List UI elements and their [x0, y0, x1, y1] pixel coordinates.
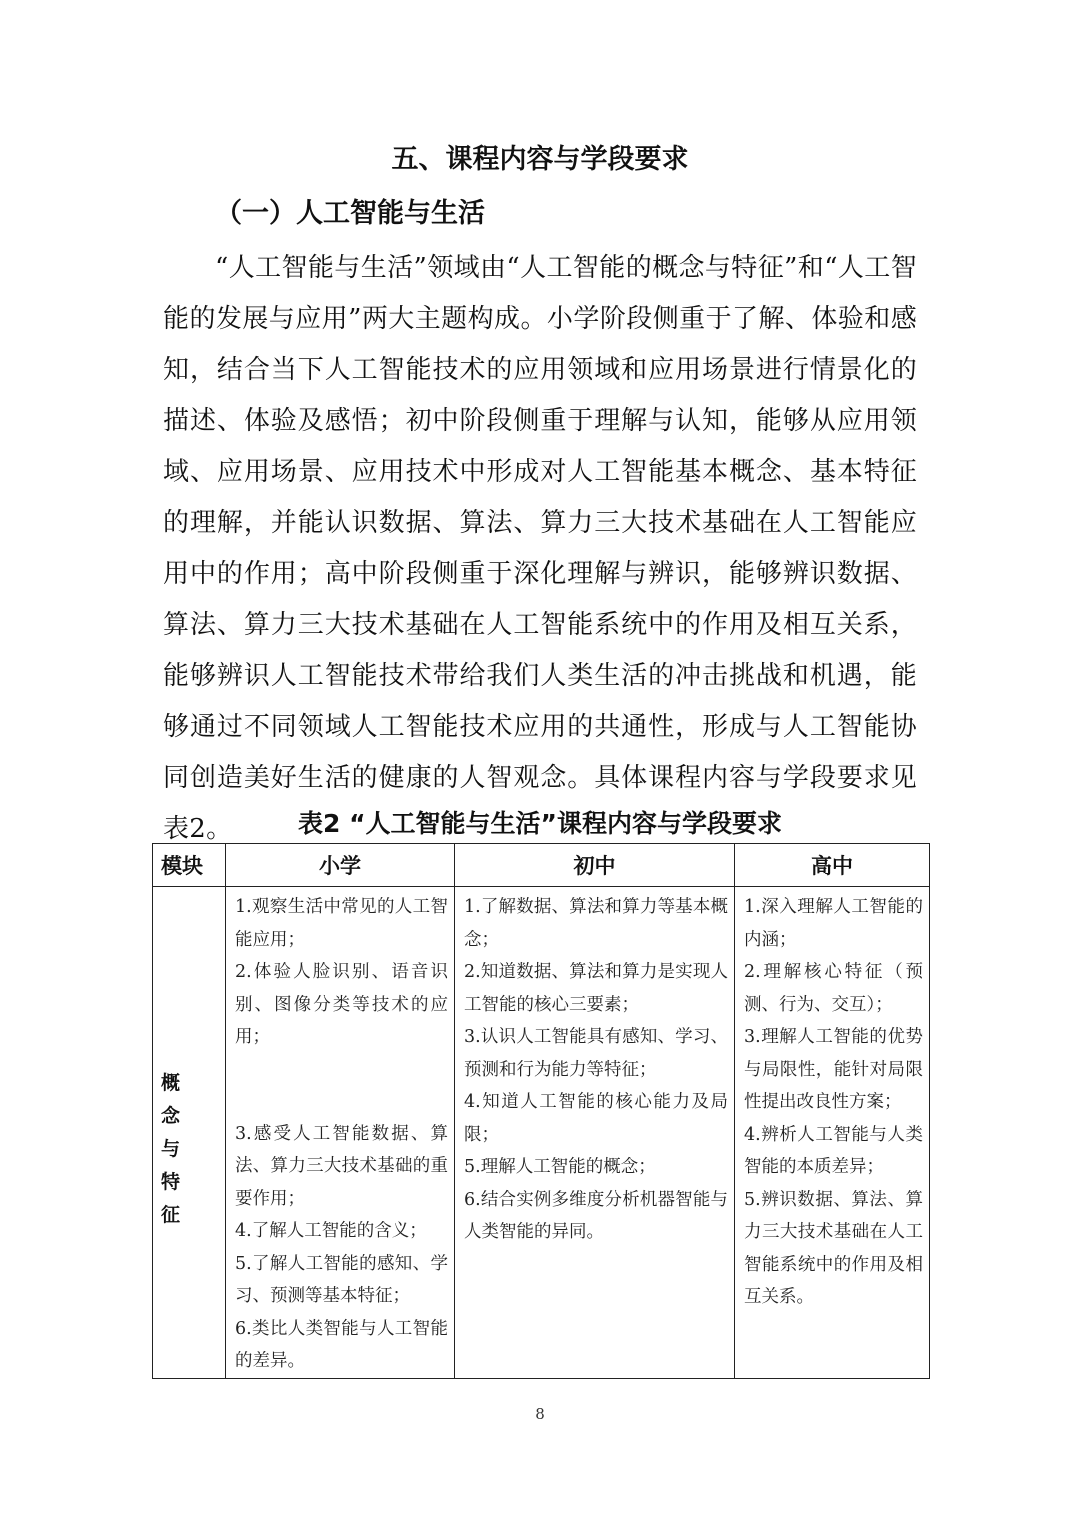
- module-cell: [153, 887, 226, 1379]
- list-item: 4.知道人工智能的核心能力及局限；: [464, 1092, 728, 1145]
- primary-cell: [226, 887, 455, 1379]
- header-primary: 小学: [226, 844, 455, 887]
- table-row: [153, 887, 930, 1379]
- senior-list: [735, 887, 929, 1314]
- header-junior: 初中: [455, 844, 735, 887]
- table-header-row: [153, 844, 930, 887]
- list-item: 5.了解人工智能的感知、学习、预测等基本特征；: [235, 1253, 448, 1306]
- list-item: 1.深入理解人工智能的内涵；: [744, 897, 923, 950]
- intro-paragraph: “人工智能与生活”领域由“人工智能的概念与特征”和“人工智能的发展与应用”两大主题构成。小学阶段侧重于了解、体验和感知，结合当下人工智能技术的应用领域和应用场景进行情景化的描述、体验及感悟；初中阶段侧重于理解与认知，能够从应用领域、应用场景、应用技术中形成对人工智能基本概念、基本特征的理解，并能认识数据、算法、算力三大技术基础在人工智能应用中的作用；高中阶段侧重于深化理解与辨识，能够辨识数据、算法、算力三大技术基础在人工智能系统中的作用及相互关系，能够辨识人工智能技术带给我们人类生活的冲击挑战和机遇，能够通过不同领域人工智能技术应用的共通性，形成与人工智能协同创造美好生活的健康的人智观念。具体课程内容与学段要求见表2。: [163, 253, 917, 844]
- list-item: 5.理解人工智能的概念；: [464, 1157, 656, 1177]
- list-item: 6.类比人类智能与人工智能的差异。: [235, 1318, 448, 1371]
- list-item: 2.体验人脸识别、语音识别、图像分类等技术的应用；: [235, 962, 448, 1047]
- primary-list: [226, 887, 454, 1378]
- header-module: 模块: [153, 844, 226, 887]
- senior-cell: [735, 887, 930, 1379]
- page-number: 8: [535, 1405, 545, 1423]
- table-caption: 表2 “人工智能与生活”课程内容与学段要求: [298, 809, 782, 838]
- list-item: 5.辨识数据、算法、算力三大技术基础在人工智能系统中的作用及相互关系。: [744, 1189, 923, 1307]
- list-item: 1.观察生活中常见的人工智能应用；: [235, 897, 448, 950]
- section-title: 五、课程内容与学段要求: [391, 144, 689, 175]
- requirements-table: [152, 843, 930, 1379]
- list-item: 3.认识人工智能具有感知、学习、预测和行为能力等特征；: [464, 1027, 728, 1080]
- junior-cell: [455, 887, 735, 1379]
- subsection-title: （一）人工智能与生活: [215, 198, 485, 229]
- list-item: 2.知道数据、算法和算力是实现人工智能的核心三要素；: [464, 962, 728, 1015]
- list-item: 4.了解人工智能的含义；: [235, 1221, 427, 1241]
- module-name: 概念与特征: [161, 1072, 195, 1226]
- list-item: 3.感受人工智能数据、算法、算力三大技术基础的重要作用；: [235, 1123, 448, 1209]
- list-item: 6.结合实例多维度分析机器智能与人类智能的异同。: [464, 1189, 728, 1242]
- list-item: 3.理解人工智能的优势与局限性，能针对局限性提出改良性方案；: [744, 1027, 923, 1112]
- list-item: 4.辨析人工智能与人类智能的本质差异；: [744, 1124, 923, 1177]
- list-item: 1.了解数据、算法和算力等基本概念；: [464, 897, 728, 950]
- list-item: 2.理解核心特征（预测、行为、交互）；: [744, 962, 923, 1015]
- junior-list: [455, 887, 734, 1249]
- header-senior: 高中: [735, 844, 930, 887]
